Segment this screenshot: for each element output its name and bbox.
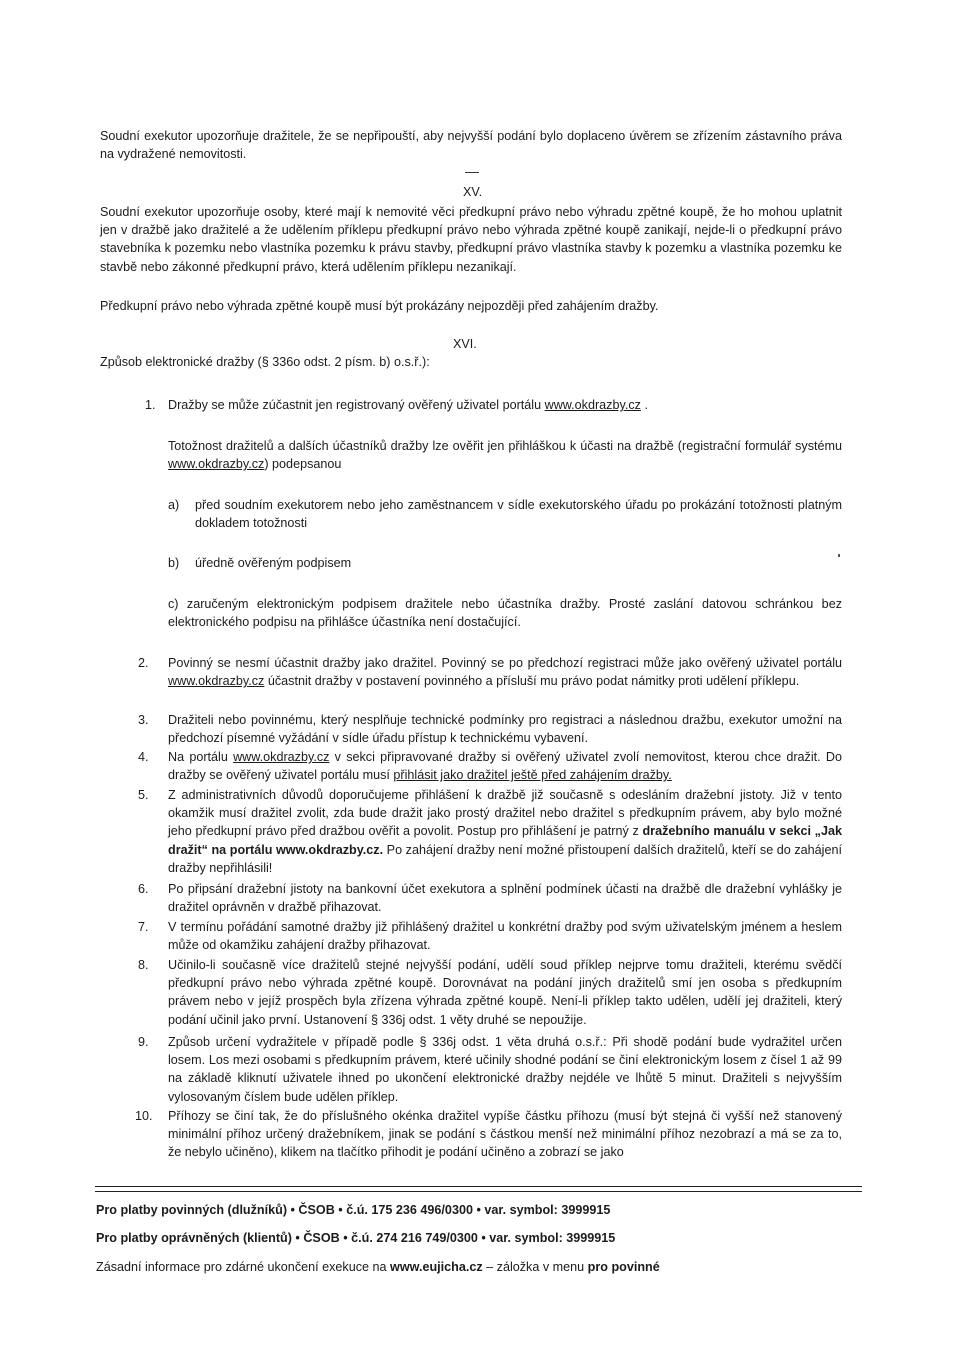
section-xv-heading: XV.	[463, 185, 483, 199]
item-5-number: 5.	[138, 788, 149, 802]
item-1-body: Dražby se může zúčastnit jen registrovaný ověřený uživatel portálu	[168, 398, 542, 412]
footer-info-text: Zásadní informace pro zdárné ukončení exekuce na	[96, 1260, 391, 1274]
item-7-number: 7.	[138, 920, 149, 934]
portal-link[interactable]: www.okdrazby.cz	[233, 750, 330, 764]
footer-rule-top	[95, 1186, 862, 1187]
item-5-start: Z administrativních důvodů doporučujeme přihlášení k dražbě již současně s odesláním dražební jistoty. Již v tento okamžik musí dražitel zvolit, zda bude dražit jako prostý dražitel nebo dražitel s předkupním právem, aby bylo možné jeho předkupní právo před dražbou ověřit a povolit. Postup pro přihlášení je patrný z	[168, 788, 842, 839]
option-b-label: b)	[168, 556, 180, 570]
item-3-number: 3.	[138, 713, 149, 727]
footer-menu-name: pro povinné	[587, 1260, 660, 1274]
item-6-number: 6.	[138, 882, 149, 896]
auction-method-heading: Způsob elektronické dražby (§ 336o odst. 2 písm. b) o.s.ř.):	[100, 355, 430, 369]
option-c-text: c) zaručeným elektronickým podpisem dražitele nebo účastníka dražby. Prosté zaslání datovou schránkou bez elektronického podpisu na přihlášce účastníka není dostačující.	[168, 597, 842, 630]
item-2-end: účastnit dražby v postavení povinného a přísluší mu právo podat námitky proti udělení příklepu.	[264, 674, 800, 689]
footer-info-menu-text: – záložka v menu	[482, 1260, 588, 1274]
scan-speck	[838, 554, 840, 557]
item-4-underlined: přihlásit jako dražitel ještě před zahájením dražby.	[393, 768, 672, 783]
item-1-number: 1.	[145, 398, 156, 412]
footer-website-link[interactable]: www.eujicha.cz	[390, 1260, 483, 1274]
option-a-label: a)	[168, 498, 180, 512]
item-1-end: .	[644, 398, 648, 412]
footer-info-line	[96, 1258, 660, 1276]
portal-link[interactable]: www.okdrazby.cz	[544, 398, 641, 412]
option-b-text: úředně ověřeným podpisem	[195, 556, 352, 570]
item-5-bold: dražebního manuálu v sekci „Jak dražit“ na portálu www.okdrazby.cz.	[168, 824, 842, 857]
identity-text-start: Totožnost dražitelů a dalších účastníků dražby lze ověřit jen přihláškou k účasti na dražbě (registrační formulář systému	[168, 439, 842, 453]
item-2-number: 2.	[138, 656, 149, 670]
item-2-text	[168, 654, 842, 690]
option-a-text: před soudním exekutorem nebo jeho zaměstnancem v sídle exekutorského úřadu po prokázání totožnosti platným dokladem totožnosti	[195, 498, 842, 531]
section-xv-note: Předkupní právo nebo výhrada zpětné koupě musí být prokázány nejpozději před zahájením dražby.	[100, 299, 659, 313]
item-5-end: Po zahájení dražby není možné přistoupení dalších dražitelů, kteří se do zahájení dražby nepřihlásili!	[168, 842, 842, 875]
item-4-number: 4.	[138, 750, 149, 764]
footer-debtor-payments: Pro platby povinných (dlužníků) • ČSOB • č.ú. 175 236 496/0300 • var. symbol: 3999915	[96, 1203, 611, 1217]
item-8-text: Učinilo-li současně více dražitelů stejné nejvyšší podání, udělí soud příklep nejprve tomu dražiteli, kterému svědčí předkupní právo nebo výhrada zpětné koupě. Dorovnávat na podání jiných dražitelů smí jen osoba s předkupním právem nebo v jejíž prospěch byla zřízena výhrada zpětné koupě. Není-li příklep takto udělen, udělí jej dražiteli, který podání učinil jako první. Ustanovení § 336j odst. 1 věty druhé se nepoužije.	[168, 958, 842, 1027]
item-4-middle: v sekci připravované dražby si ověřený uživatel zvolí nemovitost, kterou chce dražit. Do dražby se ověřený uživatel portálu musí	[168, 750, 842, 783]
item-5-text	[168, 786, 842, 877]
item-4-text	[168, 748, 842, 784]
item-9-number: 9.	[138, 1035, 149, 1049]
item-9-text: Způsob určení vydražitele v případě podle § 336j odst. 1 věta druhá o.s.ř.: Při shodě podání bude vydražitel určen losem. Los mezi osobami s předkupním právem, které učinily shodné podání se činí elektronickým losem z čísel 1 až 99 na základě kliknutí uživatele ihned po ukončení elektronické dražby nejdéle ve lhůtě 5 minut. Dražiteli s nejvyšším vylosovaným číslem bude udělen příklep.	[168, 1035, 842, 1104]
intro-paragraph: Soudní exekutor upozorňuje dražitele, že se nepřipouští, aby nejvyšší podání bylo doplaceno úvěrem se zřízením zástavního práva na vydražené nemovitosti.	[100, 129, 842, 162]
identity-paragraph	[168, 437, 842, 473]
item-10-text: Příhozy se činí tak, že do příslušného okénka dražitel vypíše částku příhozu (musí být stejná či vyšší než stanovený minimální příhoz určený dražebníkem, jinak se podání s částkou menší než minimální příhoz nezobrazí a má se za to, že nebylo učiněno), klikem na tlačítko přihodit je podání učiněno a zobrazí se jako	[168, 1109, 842, 1160]
item-6-text: Po připsání dražební jistoty na bankovní účet exekutora a splnění podmínek účasti na dražbě dle dražební vyhlášky je dražitel oprávněn v dražbě přihazovat.	[168, 882, 842, 915]
item-1-text	[168, 396, 842, 414]
item-4-start: Na portálu	[168, 750, 234, 764]
item-2-start: Povinný se nesmí účastnit dražby jako dražitel. Povinný se po předchozí registraci může jako ověřený uživatel portálu	[168, 656, 842, 670]
item-8-number: 8.	[138, 958, 149, 972]
pen-mark	[465, 172, 479, 173]
portal-link[interactable]: www.okdrazby.cz	[168, 674, 265, 689]
section-xvi-heading: XVI.	[453, 337, 477, 351]
portal-link[interactable]: www.okdrazby.cz	[168, 457, 265, 472]
item-3-text: Dražiteli nebo povinnému, který nesplňuje technické podmínky pro registraci a následnou dražbu, exekutor umožní na předchozí písemné vyžádání v sídle úřadu přístup k technickému vybavení.	[168, 713, 842, 746]
footer-rule-bottom	[95, 1191, 862, 1192]
item-7-text: V termínu pořádání samotné dražby již přihlášený dražitel u konkrétní dražby pod svým uživatelským jménem a heslem může od okamžiku zahájení dražby přihazovat.	[168, 920, 842, 953]
section-xv-paragraph: Soudní exekutor upozorňuje osoby, které mají k nemovité věci předkupní právo nebo výhradu zpětné koupě, že ho mohou uplatnit jen v dražbě jako dražitelé a že udělením příklepu předkupní právo nebo výhrada zpětné koupě zanikají, nejde-li o předkupní právo stavebníka k pozemku nebo vlastníka pozemku k právu stavby, předkupní právo vlastníka stavby k pozemku a vlastníka pozemku ke stavbě nebo zákonné předkupní právo, která udělením příklepu nezanikají.	[100, 205, 842, 274]
item-10-number: 10.	[135, 1109, 153, 1123]
footer-creditor-payments: Pro platby oprávněných (klientů) • ČSOB • č.ú. 274 216 749/0300 • var. symbol: 3999915	[96, 1231, 616, 1245]
identity-text-end: ) podepsanou	[264, 457, 342, 472]
